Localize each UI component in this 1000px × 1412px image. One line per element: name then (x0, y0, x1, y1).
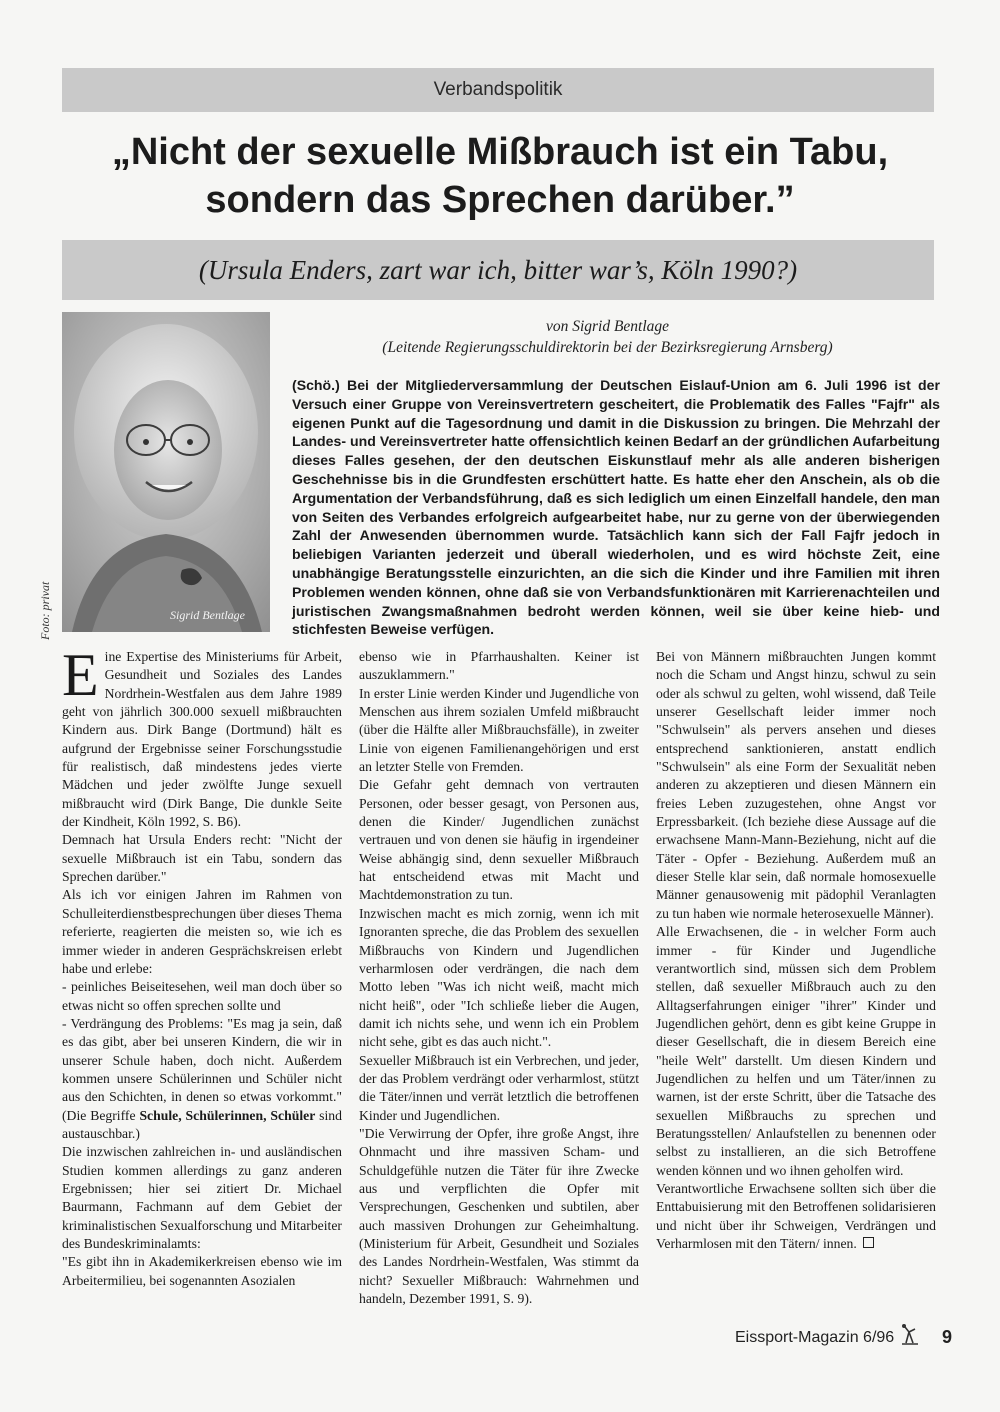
end-mark-icon (863, 1237, 874, 1248)
section-header (62, 68, 934, 112)
body-column-3 (656, 648, 936, 1253)
headline (40, 128, 960, 224)
lead-paragraph: (Schö.) Bei der Mitgliederversammlung der Deutschen Eislauf-Union am 6. Juli 1996 ist der Versuch einer Gruppe von Vereinsvertretern gescheitert, die Problematik des Falles "Fajfr" als eigenen Punkt auf die Tagesordnung und damit in die Diskussion zu bringen. Die Mehrzahl der Landes- und Vereinsvertreter hatte offensichtlich keinen Bedarf an der gründlichen Aufarbeitung dieses Falles gesehen, der den deutschen Eiskunstlauf mehr als alle anderen bisherigen Geschehnisse bis in die Grundfesten erschüttert hatte. Es hatte eher den Anschein, als ob die Argumentation der Verbandsführung, daß es sich lediglich um einen Einzelfall handele, den man von Seiten des Verbandes erfolgreich aufgearbeitet habe, nur zu gerne von der überwiegenden Zahl der Anwesenden übernommen wurde. Tatsächlich kann sich der Fall Fajfr jedoch in beliebigen Varianten jederzeit und überall wiederholen, und es wird höchste Zeit, eine unabhängige Beratungsstelle einzurichten, an die sich die Kinder und ihre Familien mit ihren Problemen wenden können, ohne daß sie von Verbandsfunktionären mit Karrierenachteilen und juristischen Zwangsmaßnahmen bedroht werden können, weil sie über keine hieb- und stichfesten Beweise verfügen. (292, 377, 940, 638)
headline-line-1: „Nicht der sexuelle Mißbrauch ist ein Tabu, (111, 131, 889, 173)
paragraph: Inzwischen macht es mich zornig, wenn ich mit Ignoranten spreche, die das Problem des sexuellen Mißbrauchs von Kindern und Jugendlichen verharmlosen oder verdrängen, die nach dem Motto leben "Was ich nicht weiß, macht mich nicht heiß", oder "Ich schließe lieber die Augen, damit ich nichts sehe, und wenn ich ein Problem nicht sehe, gibt es das auch nicht.". (359, 905, 639, 1050)
paragraph: Alle Erwachsenen, die - in welcher Form auch immer - für Kinder und Jugendliche verantwortlich sind, müssen sich dem Problem stellen, daß sexueller Mißbrauch auch zu den Alltagserfahrungen einiger "ihrer" Kinder und Jugendlichen gehört, denn es gibt keine Gruppe in dieser Gesellschaft, die in diesem Bereich eine "heile Welt" darstellt. Um diesen Kindern und Jugendlichen zu helfen und um Täter/innen zu warnen, ist der erste Schritt, über die Tatsache des sexuellen Mißbrauchs zu sprechen und Beratungsstellen/ Anlaufstellen zu benennen oder selbst zu installieren, an die sich Betroffene wenden können und wo ihnen geholfen wird. (656, 924, 936, 1178)
paragraph: "Es gibt ihn in Akademikerkreisen ebenso wie im Arbeitermilieu, bei sogenannten Asozialen (62, 1254, 342, 1288)
paragraph-text: ine Expertise des Ministeriums für Arbeit, Gesundheit und Soziales des Landes Nordrhein-Westfalen aus dem Jahre 1989 geht von jährlich 300.000 sexuell mißbrauchten Kindern aus. Dirk Bange (Dortmund) hält es aufgrund der Ergebnisse seiner Forschungsstudie für realistisch, daß mindestens jedes vierte Mädchen und jeder zwölfte Junge sexuell mißbraucht wird (Dirk Bange, Die dunkle Seite der Kindheit, Köln 1992, S. B6). (62, 649, 342, 830)
subtitle-bar (62, 240, 934, 300)
paragraph: Die Gefahr geht demnach von vertrauten Personen, oder besser gesagt, von Personen aus, denen die Kinder/ Jugendlichen zunächst vertrauen und von denen sie häufig in irgendeiner Weise abhängig sind, denn sexueller Mißbrauch hat entscheidend etwas mit Macht und Machtdemonstration zu tun. (359, 777, 639, 903)
author-portrait (62, 312, 270, 632)
paragraph (656, 1180, 936, 1253)
body-column-2 (359, 648, 639, 1308)
byline-author: von Sigrid Bentlage (545, 318, 670, 335)
paragraph: ebenso wie in Pfarrhaushalten. Keiner ist auszuklammern." (359, 649, 639, 683)
paragraph (62, 642, 342, 831)
photo-credit: Foto: privat (38, 581, 52, 640)
subtitle-citation: (Ursula Enders, zart war ich, bitter war’s, Köln 1990?) (198, 254, 798, 285)
footer-magazine: Eissport-Magazin 6/96 (735, 1329, 895, 1346)
portrait-image (62, 312, 270, 632)
paragraph: Als ich vor einigen Jahren im Rahmen von Schulleiterdienstbesprechungen über dieses Thema referierte, reagierten die meisten so, wie ich es immer wieder in anderen Gesprächskreisen erlebt habe und erlebe: (62, 887, 342, 976)
photo-caption: Sigrid Bentlage (170, 608, 245, 622)
drop-cap: E (62, 642, 99, 708)
paragraph: In erster Linie werden Kinder und Jugendliche von Menschen aus ihrem sozialen Umfeld mißbraucht (über die Hälfte aller Mißbrauchsfälle), in zweiter Linie von eigenen Familienangehörigen und erst an letzter Stelle von Fremden. (359, 685, 639, 775)
page-number: 9 (942, 1327, 953, 1347)
byline (280, 316, 935, 358)
paragraph (62, 1015, 342, 1143)
headline-line-2: sondern das Sprechen darüber.” (205, 179, 795, 221)
paragraph-text: Verantwortliche Erwachsene sollten sich über die Enttabuisierung mit den Betroffenen solidarisieren und nicht über ihr Schweigen, Verdrängen und Verharmlosen mit den Tätern/ innen. (656, 1180, 936, 1251)
paragraph-text: - Verdrängung des Problems: "Es mag ja sein, daß es das gibt, aber bei unseren Kindern, die wir in unserer Schule haben, doch nicht. Außerdem kommen unsere Schülerinnen und Schüler nicht aus den Schichten, in denen so etwas vorkommt." (Die Begriffe (62, 1015, 342, 1123)
byline-role: (Leitende Regierungsschuldirektorin bei der Bezirksregierung Arnsberg) (382, 339, 833, 356)
paragraph: Die inzwischen zahlreichen in- und ausländischen Studien kommen allerdings zu ganz anderen Ergebnissen; hier sei zitiert Dr. Michael Baurmann, Fachmann auf dem Gebiet der kriminalistischen Sexualforschung und Mitarbeiter des Bundeskriminalamts: (62, 1144, 342, 1251)
section-title: Verbandspolitik (433, 79, 563, 100)
paragraph: - peinliches Beiseitesehen, weil man doch über so etwas nicht so offen sprechen sollte und (62, 979, 342, 1013)
paragraph: Sexueller Mißbrauch ist ein Verbrechen, und jeder, der das Problem verdrängt oder verharmlost, stützt die Täter/innen und verrät letztlich die betroffenen Kinder und Jugendlichen. (359, 1052, 639, 1123)
bold-terms: Schule, Schülerinnen, Schüler (139, 1107, 316, 1123)
paragraph: Bei von Männern mißbrauchten Jungen kommt noch die Scham und Angst hinzu, schwul zu sein oder als schwul zu gelten, wohl wissend, daß Teile unserer Gesellschaft leider immer noch "Schwulsein" als pervers ansehen und dieses entsprechend sanktionieren, anstatt endlich "Schwulsein" als eine Form der Sexualität neben anderen zu akzeptieren und diesen Männern ein freies Leben zuzugestehen, ohne Angst vor Erpressbarkeit. (Ich beziehe diese Aussage auf die erwachsene Mann-Mann-Beziehung, nicht auf die Täter - Opfer - Beziehung. Außerdem muß an dieser Stelle klar sein, daß normale homosexuelle Männer genausowenig mit pädophil Veranlagten zu tun haben wie normale heterosexuelle Männer). (656, 649, 936, 921)
paragraph-text: sind austauschbar.) (62, 1107, 342, 1141)
paragraph: "Die Verwirrung der Opfer, ihre große Angst, ihre Ohnmacht und ihre massiven Scham- und Schuldgefühle nutzen die Täter für ihre Zwecke aus und verpflichten die Opfer mit Versprechungen, Geschenken und subtilen, aber auch massiven Drohungen zur Geheimhaltung. (Ministerium für Arbeit, Gesundheit und Soziales des Landes Nordrhein-Westfalen, Was stimmt da nicht? Sexueller Mißbrauch: Wahrnehmen und handeln, Dezember 1991, S. 9). (359, 1125, 639, 1307)
paragraph: Demnach hat Ursula Enders recht: "Nicht der sexuelle Mißbrauch ist ein Tabu, sondern das Sprechen darüber." (62, 832, 342, 885)
body-column-1 (62, 642, 342, 1290)
skater-logo-icon (896, 1322, 924, 1350)
